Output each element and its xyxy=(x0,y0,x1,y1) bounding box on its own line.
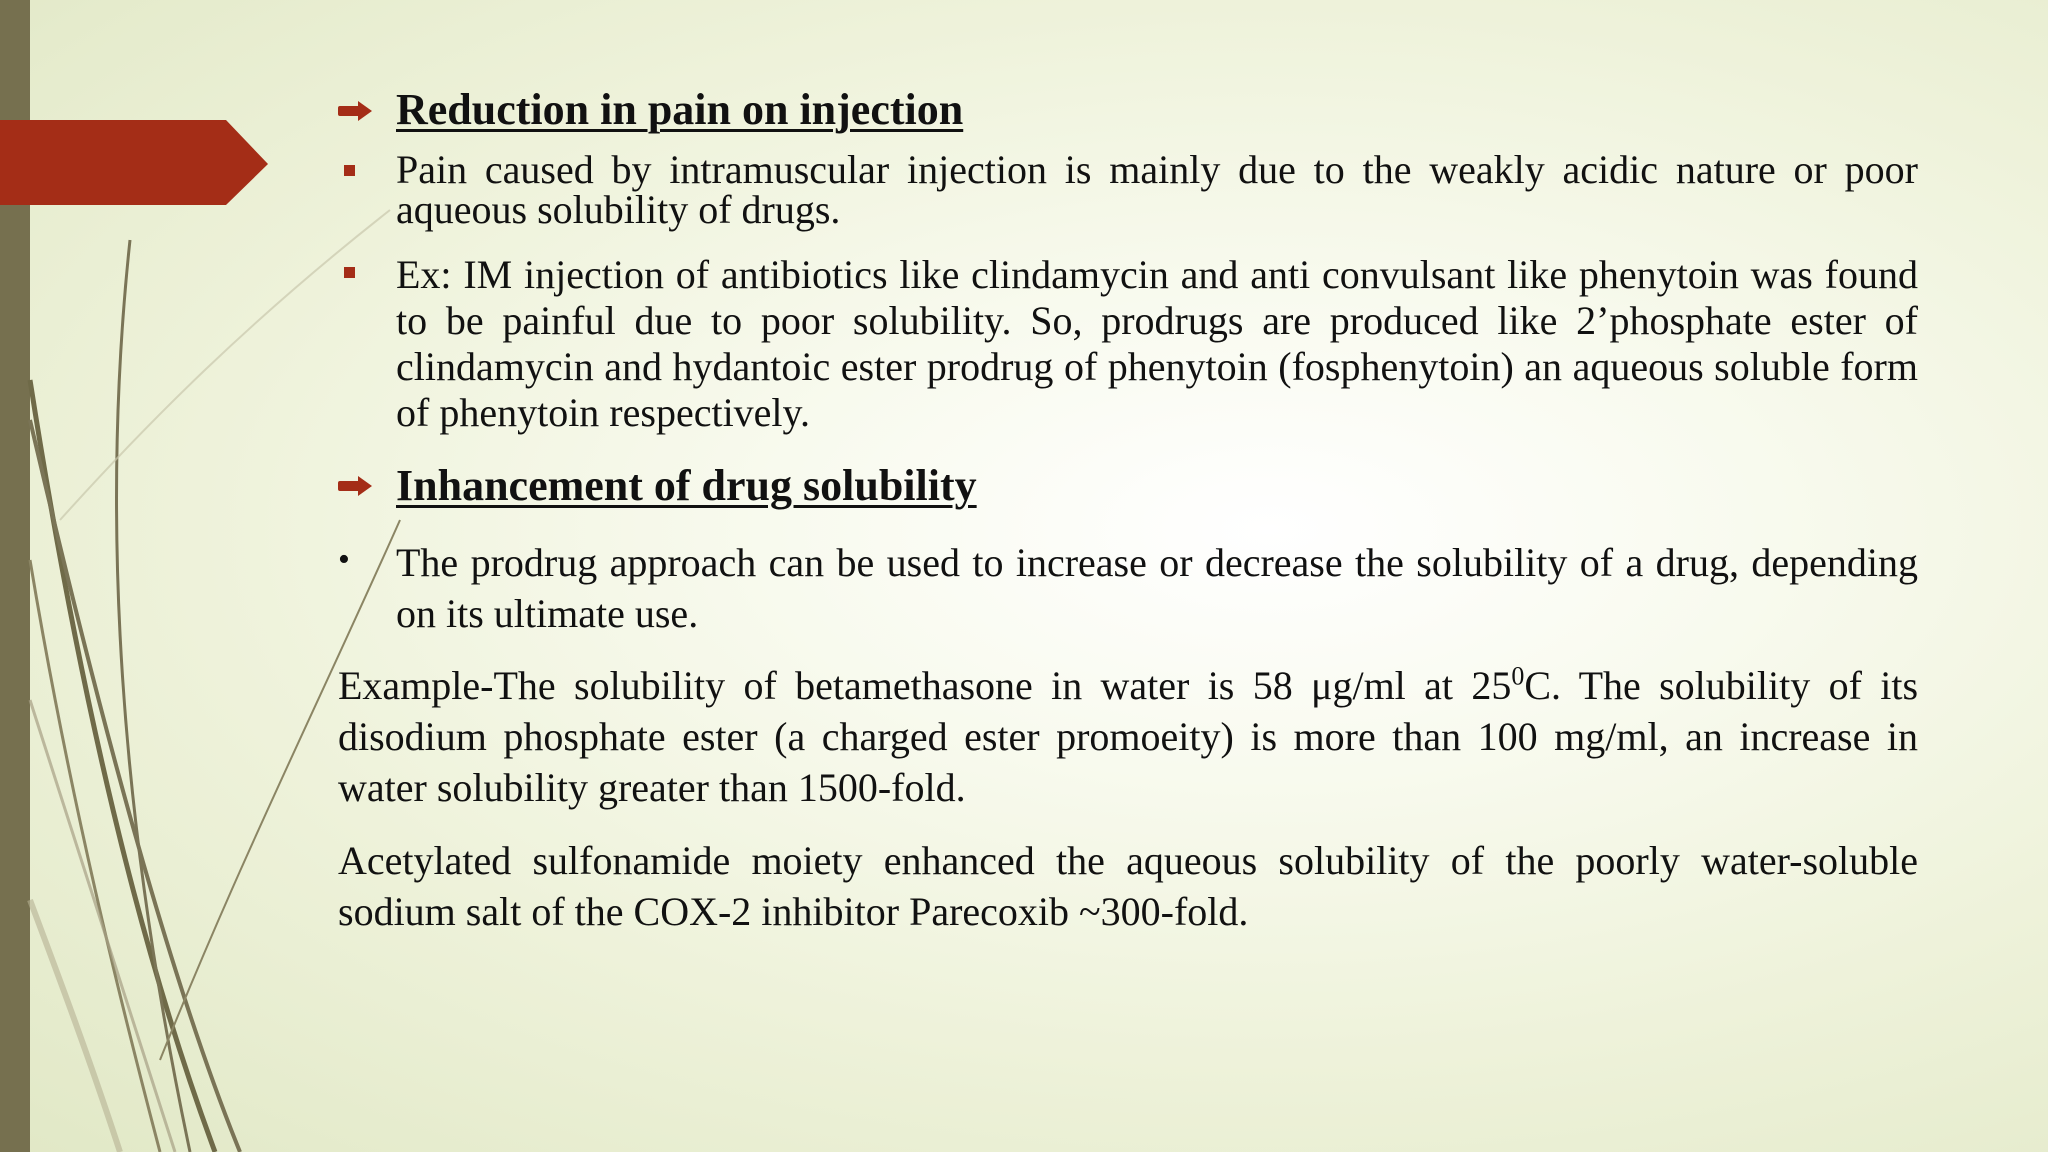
curve-7 xyxy=(60,210,390,520)
section-heading-solubility: Inhancement of drug solubility xyxy=(396,461,977,510)
section-heading-pain: Reduction in pain on injection xyxy=(396,85,964,134)
square-bullet-icon xyxy=(344,267,355,278)
closing-paragraph: Acetylated sulfonamide moiety enhanced the aqueous solubility of the poorly water-soluble sodium salt of the COX-2 inhibitor Parecoxib ~300-fold. xyxy=(338,838,1918,934)
arrow-bullet-icon xyxy=(338,476,374,496)
bullet-item-example-im: Ex: IM injection of antibiotics like clindamycin and anti convulsant like phenytoin was found to be painful due to poor solubility. So, prodrugs are produced like 2’phosphate ester of clindamycin and hydantoic ester prodrug of phenytoin (fosphenytoin) an aqueous soluble form of phenytoin respectively. xyxy=(396,252,1918,435)
degree-superscript: 0 xyxy=(1511,661,1525,691)
example-paragraph xyxy=(338,660,1918,813)
title-marker-arrow xyxy=(0,120,268,205)
round-bullet-icon: • xyxy=(338,541,350,578)
bullet-item-prodrug-approach: The prodrug approach can be used to increase or decrease the solubility of a drug, depending on its ultimate use. xyxy=(396,540,1918,636)
curve-2 xyxy=(30,420,240,1152)
bullet-item-pain-cause: Pain caused by intramuscular injection is mainly due to the weakly acidic nature or poor aqueous solubility of drugs. xyxy=(396,147,1918,232)
arrow-bullet-icon xyxy=(338,101,374,121)
example-text-end: C. The solubility of its disodium phosphate ester (a charged ester promoeity) is more than 100 mg/ml, an increase in water solubility greater than 1500-fold. xyxy=(338,663,1919,810)
square-bullet-icon xyxy=(344,165,355,176)
example-text-start: Example-The solubility of betamethasone in water is 58 μg/ml at 25 xyxy=(338,663,1512,708)
curve-1 xyxy=(30,380,215,1152)
